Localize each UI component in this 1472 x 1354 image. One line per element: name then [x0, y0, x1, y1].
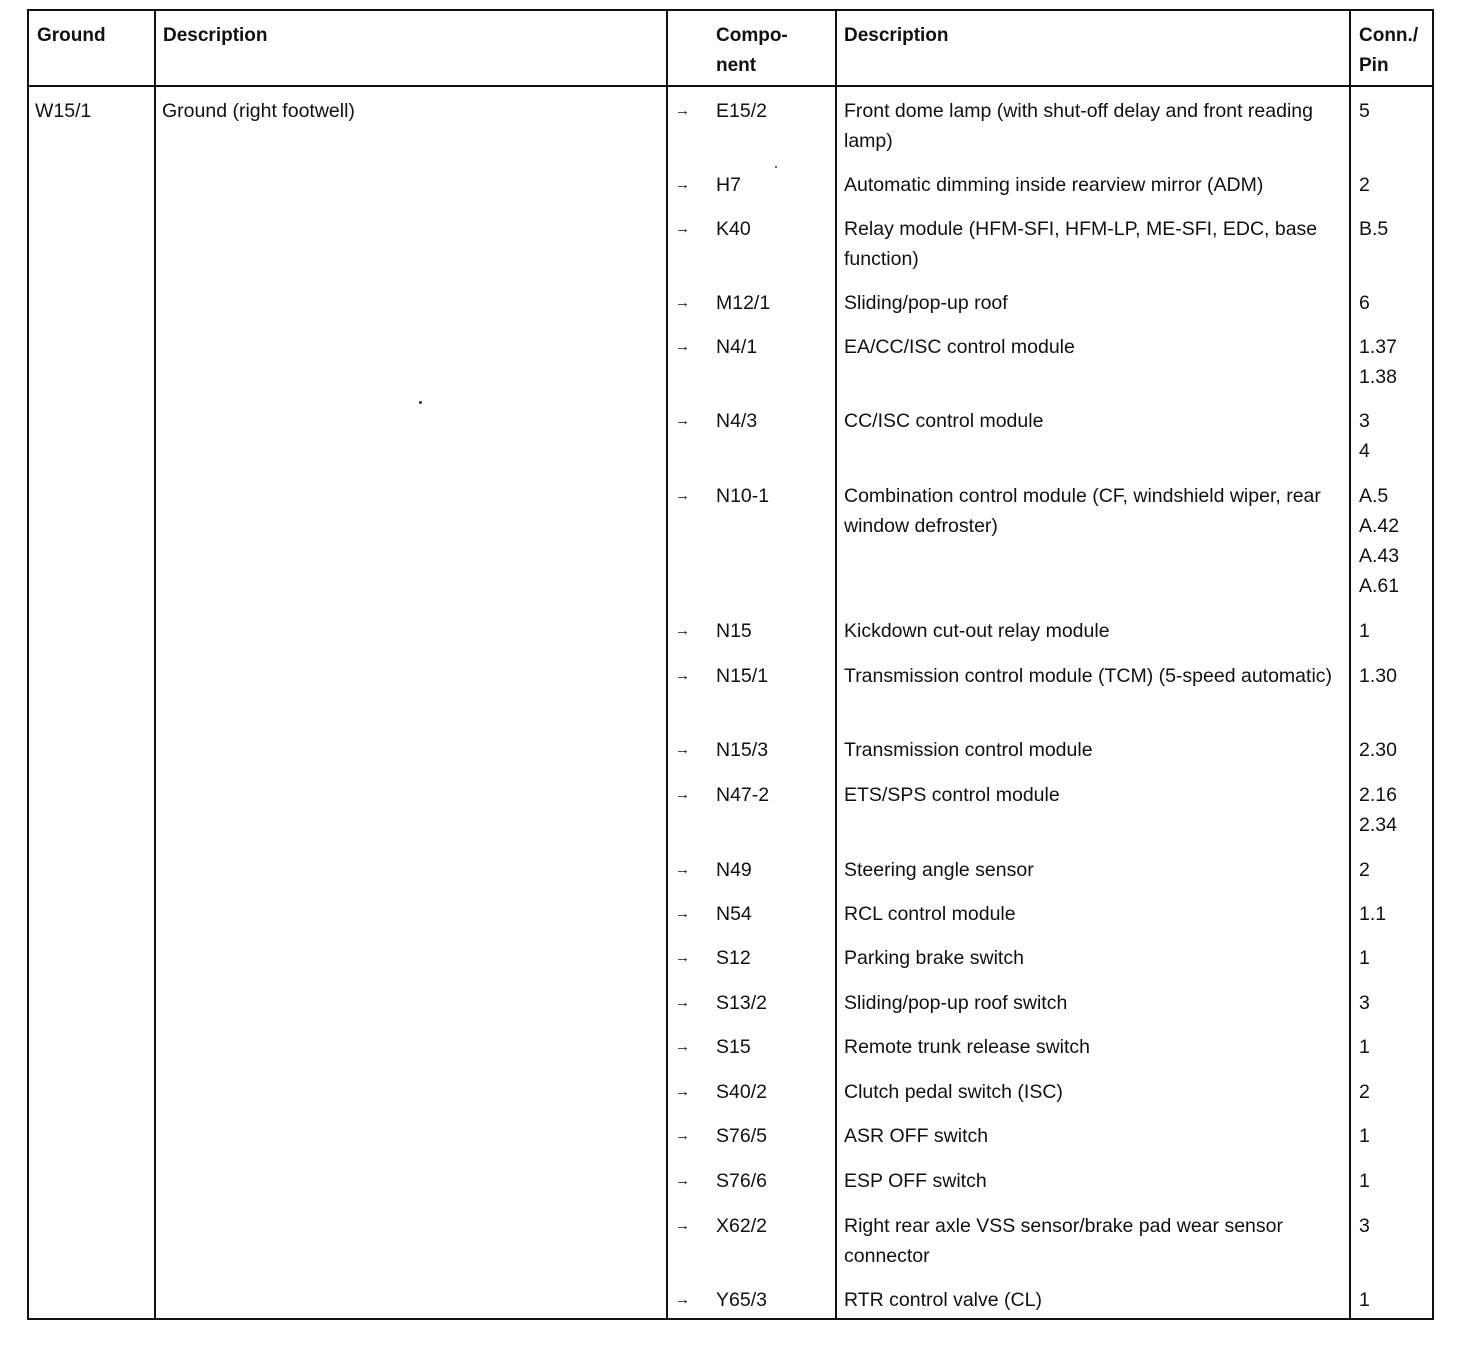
component-code: M12/1	[716, 292, 771, 314]
column-divider	[154, 11, 156, 1318]
column-divider	[835, 11, 837, 1318]
arrow-icon: →	[675, 1217, 690, 1234]
component-description: Right rear axle VSS sensor/brake pad wear sensor connector	[844, 1215, 1283, 1267]
header-component-description: Description	[844, 25, 949, 46]
component-description: ETS/SPS control module	[844, 784, 1060, 806]
header-divider	[29, 85, 1432, 87]
component-code: E15/2	[716, 100, 767, 122]
component-code: N47-2	[716, 784, 770, 806]
component-code: N15	[716, 620, 752, 642]
arrow-icon: →	[675, 994, 690, 1011]
ground-description: Ground (right footwell)	[162, 100, 355, 122]
component-code: N10-1	[716, 485, 770, 507]
arrow-icon: →	[675, 102, 690, 119]
component-description: Remote trunk release switch	[844, 1036, 1091, 1058]
conn-pin: 2	[1359, 859, 1370, 881]
arrow-icon: →	[675, 294, 690, 311]
component-code: N54	[716, 903, 752, 925]
component-description: Relay module (HFM-SFI, HFM-LP, ME-SFI, EDC, base function)	[844, 218, 1318, 270]
conn-pin: 2.30	[1359, 739, 1397, 761]
conn-pin: A.5 A.42 A.43 A.61	[1359, 485, 1400, 597]
component-code: S40/2	[716, 1081, 767, 1103]
component-code: N15/3	[716, 739, 769, 761]
header-description: Description	[163, 25, 268, 46]
component-code: N4/3	[716, 410, 758, 432]
conn-pin: 1	[1359, 1170, 1370, 1192]
component-description: Parking brake switch	[844, 947, 1024, 969]
component-description: Transmission control module (TCM) (5-speed automatic)	[844, 665, 1333, 687]
scan-speck	[419, 401, 422, 404]
column-divider	[1349, 11, 1351, 1318]
ground-table	[27, 9, 1434, 1320]
conn-pin: 2.16 2.34	[1359, 784, 1397, 836]
conn-pin: 1	[1359, 1289, 1370, 1311]
conn-pin: 6	[1359, 292, 1370, 314]
component-code: S13/2	[716, 992, 767, 1014]
component-code: H7	[716, 174, 741, 196]
component-description: Automatic dimming inside rearview mirror (ADM)	[844, 174, 1264, 196]
scan-speck	[775, 166, 777, 168]
component-description: Front dome lamp (with shut-off delay and front reading lamp)	[844, 100, 1313, 152]
conn-pin: 1	[1359, 947, 1370, 969]
arrow-icon: →	[675, 786, 690, 803]
arrow-icon: →	[675, 487, 690, 504]
component-description: RTR control valve (CL)	[844, 1289, 1042, 1311]
arrow-icon: →	[675, 176, 690, 193]
conn-pin: 3 4	[1359, 410, 1370, 462]
arrow-icon: →	[675, 1038, 690, 1055]
conn-pin: 1	[1359, 1125, 1370, 1147]
conn-pin: 3	[1359, 992, 1370, 1014]
arrow-icon: →	[675, 861, 690, 878]
conn-pin: 2	[1359, 174, 1370, 196]
component-code: K40	[716, 218, 751, 240]
arrow-icon: →	[675, 1291, 690, 1308]
component-description: Sliding/pop-up roof switch	[844, 992, 1068, 1014]
component-code: S76/5	[716, 1125, 767, 1147]
arrow-icon: →	[675, 220, 690, 237]
column-divider	[666, 11, 668, 1318]
component-description: Kickdown cut-out relay module	[844, 620, 1110, 642]
component-code: N15/1	[716, 665, 769, 687]
arrow-icon: →	[675, 338, 690, 355]
arrow-icon: →	[675, 412, 690, 429]
component-code: Y65/3	[716, 1289, 767, 1311]
arrow-icon: →	[675, 905, 690, 922]
arrow-icon: →	[675, 622, 690, 639]
header-component: Compo- nent	[716, 25, 788, 76]
component-description: Transmission control module	[844, 739, 1093, 761]
arrow-icon: →	[675, 667, 690, 684]
component-description: ASR OFF switch	[844, 1125, 989, 1147]
component-description: EA/CC/ISC control module	[844, 336, 1075, 358]
component-description: Steering angle sensor	[844, 859, 1034, 881]
component-description: Sliding/pop-up roof	[844, 292, 1008, 314]
arrow-icon: →	[675, 1083, 690, 1100]
arrow-icon: →	[675, 1127, 690, 1144]
component-code: N4/1	[716, 336, 758, 358]
conn-pin: 1.30	[1359, 665, 1397, 687]
ground-id: W15/1	[35, 100, 92, 122]
conn-pin: 2	[1359, 1081, 1370, 1103]
conn-pin: B.5	[1359, 218, 1389, 240]
header-ground: Ground	[37, 25, 106, 46]
component-description: ESP OFF switch	[844, 1170, 987, 1192]
component-description: Combination control module (CF, windshield wiper, rear window defroster)	[844, 485, 1321, 537]
conn-pin: 1	[1359, 1036, 1370, 1058]
conn-pin: 3	[1359, 1215, 1370, 1237]
conn-pin: 1.37 1.38	[1359, 336, 1397, 388]
component-code: X62/2	[716, 1215, 767, 1237]
arrow-icon: →	[675, 1172, 690, 1189]
arrow-icon: →	[675, 949, 690, 966]
component-description: Clutch pedal switch (ISC)	[844, 1081, 1063, 1103]
component-description: CC/ISC control module	[844, 410, 1044, 432]
conn-pin: 1.1	[1359, 903, 1387, 925]
component-description: RCL control module	[844, 903, 1016, 925]
component-code: N49	[716, 859, 752, 881]
component-code: S15	[716, 1036, 751, 1058]
arrow-icon: →	[675, 741, 690, 758]
header-conn-pin: Conn./ Pin	[1359, 25, 1419, 76]
component-code: S12	[716, 947, 751, 969]
conn-pin: 5	[1359, 100, 1370, 122]
component-code: S76/6	[716, 1170, 767, 1192]
conn-pin: 1	[1359, 620, 1370, 642]
